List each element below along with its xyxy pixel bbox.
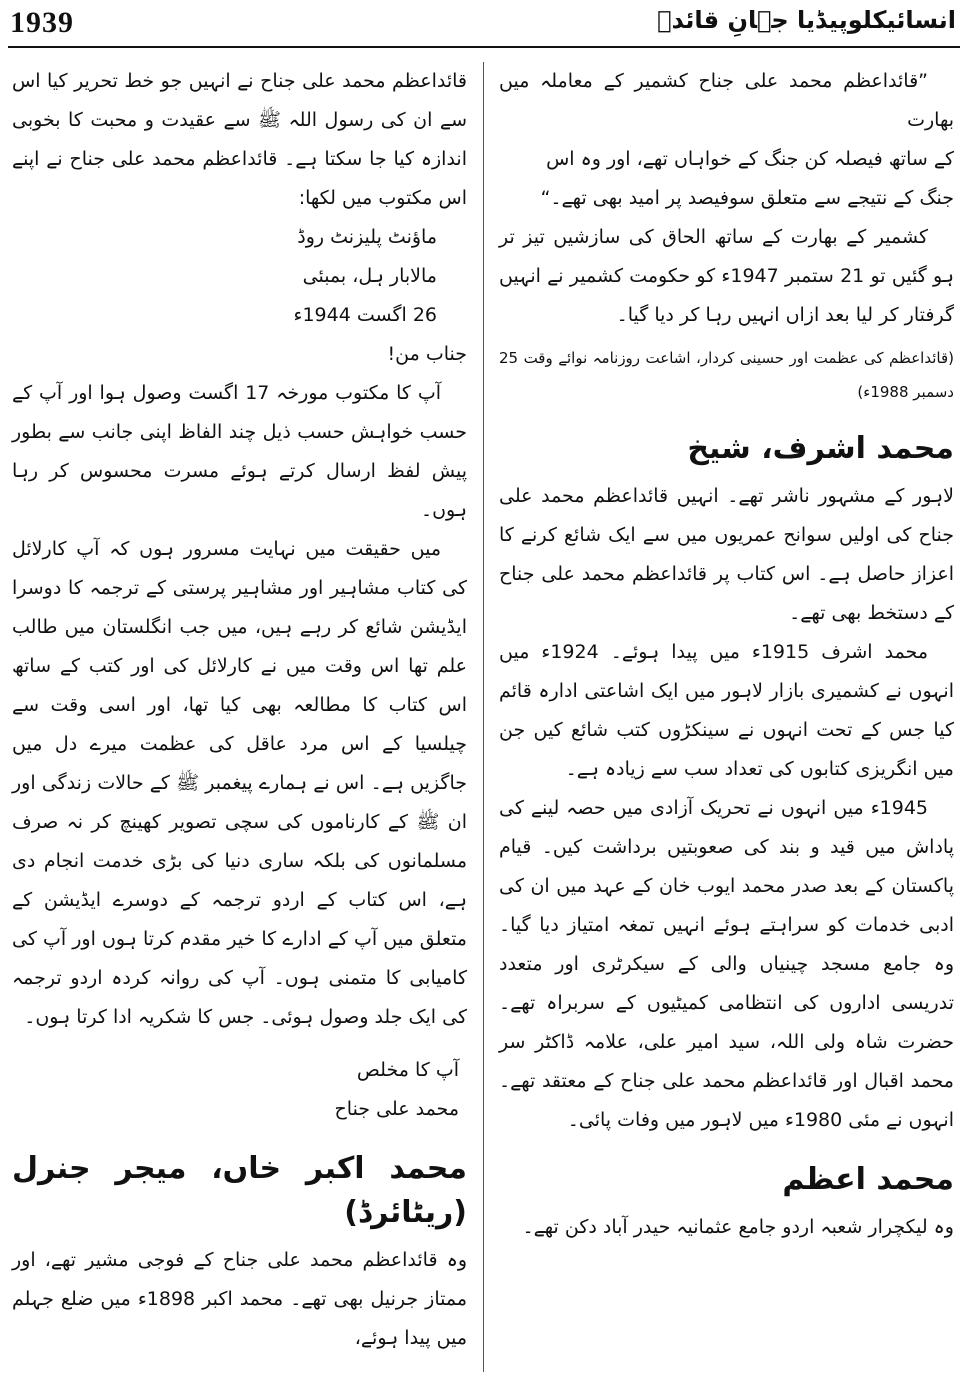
page-number: 1939 [10, 6, 74, 39]
quote-line-1: ”قائداعظم محمد علی جناح کشمیر کے معاملہ میں بھارت [499, 70, 954, 131]
entry-title-muhammad-azam: محمد اعظم [782, 1162, 954, 1197]
entry-paragraph: 1945ء میں انہوں نے تحریک آزادی میں حصہ لینے کی پاداش میں قید و بند کی صعوبتیں برداشت کیں۔ قیام پاکستان کے بعد صدر محمد ایوب خان کے عہد میں ان کی ادبی خدمات کو سراہتے ہوئے انہیں تمغہ امتیاز دیا گیا۔ وہ جامع مسجد چینیاں والی کے سیکرٹری اور متعدد تدریسی اداروں کی انتظامی کمیٹیوں کے سربراہ تھے۔ حضرت شاہ ولی اللہ، سید امیر علی، علامہ ڈاکٹر سر محمد اقبال اور قائداعظم محمد علی جناح کے معتقد تھے۔ انہوں نے مئی 1980ء میں لاہور میں وفات پائی۔ [499, 797, 954, 1131]
header-rule [8, 46, 960, 48]
letter-date: 26 اگست 1944ء [293, 304, 437, 326]
entry-paragraph: وہ لیکچرار شعبہ اردو جامع عثمانیہ حیدر آباد دکن تھے۔ [522, 1216, 954, 1238]
entry-paragraph: وہ قائداعظم محمد علی جناح کے فوجی مشیر تھے، اور ممتاز جرنیل بھی تھے۔ محمد اکبر 1898ء میں ضلع جہلم میں پیدا ہوئے، [12, 1249, 468, 1349]
letter-address-line: ماؤنٹ پلیزنٹ روڈ [297, 226, 437, 248]
citation: (قائداعظم کی عظمت اور حسینی کردار، اشاعت روزنامہ نوائے وقت 25 دسمبر 1988ء) [499, 349, 954, 401]
letter-intro: قائداعظم محمد علی جناح نے انہیں جو خط تحریر کیا اس سے ان کی رسول اللہ ﷺ سے عقیدت و محبت کا بخوبی اندازہ کیا جا سکتا ہے۔ قائداعظم محمد علی جناح نے اپنے اس مکتوب میں لکھا: [12, 70, 467, 209]
entry-title-muhammad-ashraf: محمد اشرف، شیخ [687, 431, 954, 466]
left-column [12, 62, 467, 1358]
entry-paragraph: لاہور کے مشہور ناشر تھے۔ انہیں قائداعظم محمد علی جناح کی اولیں سوانح عمریوں میں سے ایک شائع کرنے کا اعزاز حاصل ہے۔ اس کتاب پر قائداعظم محمد علی جناح کے دستخط بھی تھے۔ [499, 485, 954, 624]
letter-salutation: جناب من! [387, 343, 467, 365]
letter-address-line: مالابار ہل، بمبئی [302, 265, 437, 287]
letter-paragraph: میں حقیقت میں نہایت مسرور ہوں کہ آپ کارلائل کی کتاب مشاہیر اور مشاہیر پرستی کے ترجمہ کا دوسرا ایڈیشن شائع کر رہے ہیں، میں جب انگلستان میں طالب علم تھا اس وقت میں نے کارلائل کی اور کتب کے ساتھ اس کتاب کا مطالعہ بھی کیا تھا، اور اسی وقت سے چیلسیا کے اس مرد عاقل کی عظمت میرے دل میں جاگزیں ہے۔ اس نے ہمارے پیغمبر ﷺ کے حالات زندگی اور ان ﷺ کے کارناموں کی سچی تصویر کھینچ کر نہ صرف مسلمانوں کی بلکہ ساری دنیا کی بڑی خدمت انجام دی ہے، اس کتاب کے اردو ترجمہ کے دوسرے ایڈیشن کے متعلق میں آپ کے ادارے کا خیر مقدم کرتا ہوں اور آپ کی کامیابی کا متمنی ہوں۔ آپ کی روانہ کردہ اردو ترجمہ کی ایک جلد وصول ہوئی۔ جس کا شکریہ ادا کرتا ہوں۔ [12, 538, 467, 1028]
quote-line-2: کے ساتھ فیصلہ کن جنگ کے خواہاں تھے، اور وہ اس [546, 148, 954, 170]
letter-signature: محمد علی جناح [334, 1098, 459, 1120]
letter-closing: آپ کا مخلص [356, 1059, 459, 1081]
entry-title-muhammad-akbar-khan: محمد اکبر خاں، میجر جنرل (ریٹائرڈ) [12, 1151, 467, 1230]
quote-line-3: جنگ کے نتیجے سے متعلق سوفیصد پر امید بھی تھے۔“ [540, 187, 954, 209]
running-title: انسائیکلوپیڈیا جہانِ قائدؒ [657, 6, 956, 34]
paragraph: کشمیر کے بھارت کے ساتھ الحاق کی سازشیں تیز تر ہو گئیں تو 21 ستمبر 1947ء کو حکومت کشمیر نے انہیں گرفتار کر لیا بعد ازاں انہیں رہا کر دیا گیا۔ [499, 226, 954, 326]
column-divider [483, 62, 484, 1372]
right-column [499, 62, 954, 1247]
letter-paragraph: آپ کا مکتوب مورخہ 17 اگست وصول ہوا اور آپ کے حسب خواہش حسب ذیل چند الفاظ اپنی جانب سے بطور پیش لفظ ارسال کرتے ہوئے مسرت محسوس کر رہا ہوں۔ [12, 382, 467, 521]
entry-paragraph: محمد اشرف 1915ء میں پیدا ہوئے۔ 1924ء میں انہوں نے کشمیری بازار لاہور میں ایک اشاعتی ادارہ قائم کیا جس کے تحت انہوں نے سینکڑوں کتب شائع کیں جن میں انگریزی کتابوں کی تعداد سب سے زیادہ ہے۔ [499, 641, 954, 780]
